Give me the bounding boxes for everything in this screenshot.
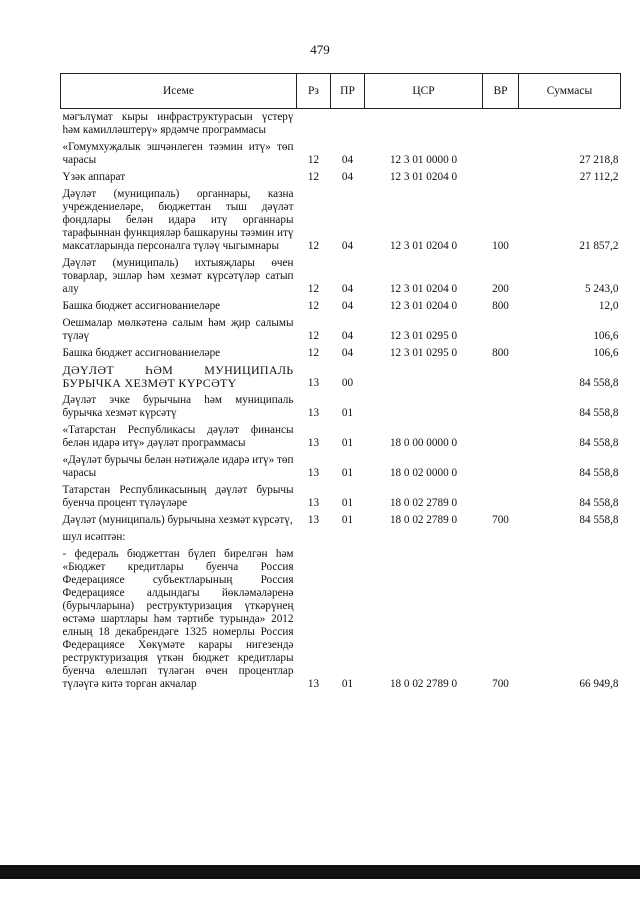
cell-sum — [519, 109, 621, 140]
cell-pr: 04 — [341, 283, 354, 295]
cell-pr: 01 — [341, 407, 354, 419]
table-row — [61, 255, 621, 298]
cell-name: «Татарстан Республикасы дәүләт финансы белән идарә итү» дәүләт программасы — [62, 424, 294, 449]
cell-name: Үзәк аппарат — [62, 171, 126, 183]
scan-bottom-bar — [0, 865, 640, 879]
table-row — [61, 186, 621, 255]
cell-vr — [483, 529, 519, 546]
budget-table — [60, 73, 621, 693]
table-row — [61, 452, 621, 482]
cell-name: Дәүләт (муниципаль) ихтыяҗлары өчен товарлар, эшләр һәм хезмәт күрсәтүләр сатып алу — [62, 257, 294, 295]
table-row — [61, 482, 621, 512]
cell-pr: 01 — [341, 437, 354, 449]
header-rz: Рз — [297, 74, 331, 109]
cell-pr — [331, 109, 365, 140]
cell-vr: 800 — [492, 347, 509, 359]
cell-rz: 12 — [307, 154, 320, 166]
cell-csr: 12 3 01 0000 0 — [389, 154, 458, 166]
cell-csr — [365, 362, 483, 392]
cell-sum — [519, 529, 621, 546]
cell-pr: 04 — [341, 171, 354, 183]
cell-rz: 13 — [307, 467, 320, 479]
table-row — [61, 139, 621, 169]
cell-name: Башка бюджет ассигнованиеләре — [62, 300, 221, 312]
cell-rz: 13 — [307, 437, 320, 449]
cell-rz: 13 — [307, 514, 320, 526]
cell-sum: 84 558,8 — [579, 514, 619, 526]
cell-csr: 12 3 01 0295 0 — [389, 347, 458, 359]
cell-name: - федераль бюджеттан бүлеп бирелгән һәм «Бюджет кредитлары буенча Россия Федерациясе субъектларының Россия Федерациясе алдындагы йөкләмәләренә (бурычларына) реструктуризация үткәрүнең өстәмә шартлары һәм тәртибе турында» 2012 елның 18 декабрендәге 1325 номерлы Россия Федерациясе Хөкүмәте карары нигезендә реструктуризация үткән бюджет кредитлары буенча өлешләп түләгән өчен процентлар түләүгә китә торган акчалар — [62, 548, 294, 690]
cell-csr: 18 0 02 2789 0 — [389, 497, 458, 509]
cell-pr: 00 — [341, 377, 354, 389]
cell-rz: 13 — [307, 407, 320, 419]
cell-name: ДӘҮЛӘТ ҺӘМ МУНИЦИПАЛЬ БУРЫЧКА ХЕЗМӘТ КҮРСӘТҮ — [62, 363, 294, 390]
header-pr: ПР — [331, 74, 365, 109]
cell-rz: 12 — [307, 240, 320, 252]
cell-sum: 84 558,8 — [579, 497, 619, 509]
cell-rz: 13 — [307, 678, 320, 690]
cell-vr — [483, 362, 519, 392]
cell-csr — [365, 529, 483, 546]
cell-rz: 12 — [307, 171, 320, 183]
cell-rz — [297, 529, 331, 546]
cell-vr: 800 — [492, 300, 509, 312]
cell-csr: 12 3 01 0295 0 — [389, 330, 458, 342]
cell-vr — [483, 169, 519, 186]
cell-csr: 18 0 00 0000 0 — [389, 437, 458, 449]
table-row — [61, 315, 621, 345]
table-row — [61, 512, 621, 529]
cell-csr — [365, 392, 483, 422]
cell-rz: 12 — [307, 330, 320, 342]
cell-sum: 21 857,2 — [579, 240, 619, 252]
table-row — [61, 529, 621, 546]
cell-csr: 12 3 01 0204 0 — [389, 171, 458, 183]
cell-csr: 12 3 01 0204 0 — [389, 240, 458, 252]
cell-pr: 04 — [341, 154, 354, 166]
cell-rz: 12 — [307, 300, 320, 312]
cell-sum: 84 558,8 — [579, 407, 619, 419]
cell-vr — [483, 139, 519, 169]
cell-rz: 13 — [307, 497, 320, 509]
cell-name: Оешмалар мөлкәтенә салым һәм җир салымы түләү — [62, 317, 294, 342]
cell-rz: 13 — [307, 377, 320, 389]
cell-sum: 106,6 — [593, 330, 619, 342]
cell-name: Дәүләт эчке бурычына һәм муниципаль бурычка хезмәт күрсәтү — [62, 394, 294, 419]
header-sum: Суммасы — [519, 74, 621, 109]
cell-sum: 84 558,8 — [579, 467, 619, 479]
cell-pr: 04 — [341, 330, 354, 342]
cell-vr: 700 — [492, 514, 509, 526]
cell-vr: 200 — [492, 283, 509, 295]
cell-rz — [297, 109, 331, 140]
header-name: Исеме — [61, 74, 297, 109]
cell-name: Башка бюджет ассигнованиеләре — [62, 347, 221, 359]
table-row — [61, 362, 621, 392]
cell-vr: 700 — [492, 678, 509, 690]
cell-csr — [365, 109, 483, 140]
cell-csr: 18 0 02 0000 0 — [389, 467, 458, 479]
cell-name: мәгълүмат кыры инфраструктурасын үстерү һәм камилләштерү» ярдәмче программасы — [62, 111, 294, 136]
cell-pr: 01 — [341, 497, 354, 509]
cell-sum: 27 218,8 — [579, 154, 619, 166]
header-csr: ЦСР — [365, 74, 483, 109]
cell-sum: 27 112,2 — [579, 171, 619, 183]
cell-vr — [483, 392, 519, 422]
cell-sum: 5 243,0 — [584, 283, 619, 295]
header-vr: ВР — [483, 74, 519, 109]
table-row — [61, 392, 621, 422]
cell-vr — [483, 452, 519, 482]
cell-pr: 04 — [341, 240, 354, 252]
table-row — [61, 109, 621, 140]
cell-pr: 01 — [341, 514, 354, 526]
cell-sum: 106,6 — [593, 347, 619, 359]
cell-vr — [483, 315, 519, 345]
cell-csr: 12 3 01 0204 0 — [389, 300, 458, 312]
cell-name: «Гомумхуҗалык эшчәнлеген тәэмин итү» төп чарасы — [62, 141, 294, 166]
cell-rz: 12 — [307, 283, 320, 295]
table-header-row — [61, 74, 621, 109]
cell-rz: 12 — [307, 347, 320, 359]
table-row — [61, 546, 621, 693]
cell-pr: 04 — [341, 300, 354, 312]
table-row — [61, 422, 621, 452]
cell-vr — [483, 422, 519, 452]
table-row — [61, 298, 621, 315]
table-row — [61, 345, 621, 362]
cell-pr — [331, 529, 365, 546]
cell-vr: 100 — [492, 240, 509, 252]
cell-name: Татарстан Республикасының дәүләт бурычы буенча процент түләүләре — [62, 484, 294, 509]
cell-pr: 01 — [341, 467, 354, 479]
cell-pr: 04 — [341, 347, 354, 359]
cell-name: Дәүләт (муниципаль) бурычына хезмәт күрсәтү, — [62, 514, 293, 526]
cell-csr: 18 0 02 2789 0 — [389, 514, 458, 526]
cell-sum: 84 558,8 — [579, 437, 619, 449]
cell-csr: 12 3 01 0204 0 — [389, 283, 458, 295]
cell-vr — [483, 109, 519, 140]
cell-sum: 66 949,8 — [579, 678, 619, 690]
cell-name: Дәүләт (муниципаль) органнары, казна учреждениеләре, бюджеттан тыш дәүләт фондлары белән идарә итү органнары тарафыннан функцияләр башкаруны тәэмин итү максатларында персоналга түләү чыгымнары — [62, 188, 294, 252]
cell-name: «Дәүләт бурычы белән нәтиҗәле идарә итү» төп чарасы — [62, 454, 294, 479]
cell-pr: 01 — [341, 678, 354, 690]
cell-csr: 18 0 02 2789 0 — [389, 678, 458, 690]
cell-vr — [483, 482, 519, 512]
table-row — [61, 169, 621, 186]
cell-sum: 12,0 — [598, 300, 619, 312]
cell-sum: 84 558,8 — [579, 377, 619, 389]
page-number: 479 — [310, 42, 330, 57]
cell-name: шул исәптән: — [62, 531, 126, 543]
